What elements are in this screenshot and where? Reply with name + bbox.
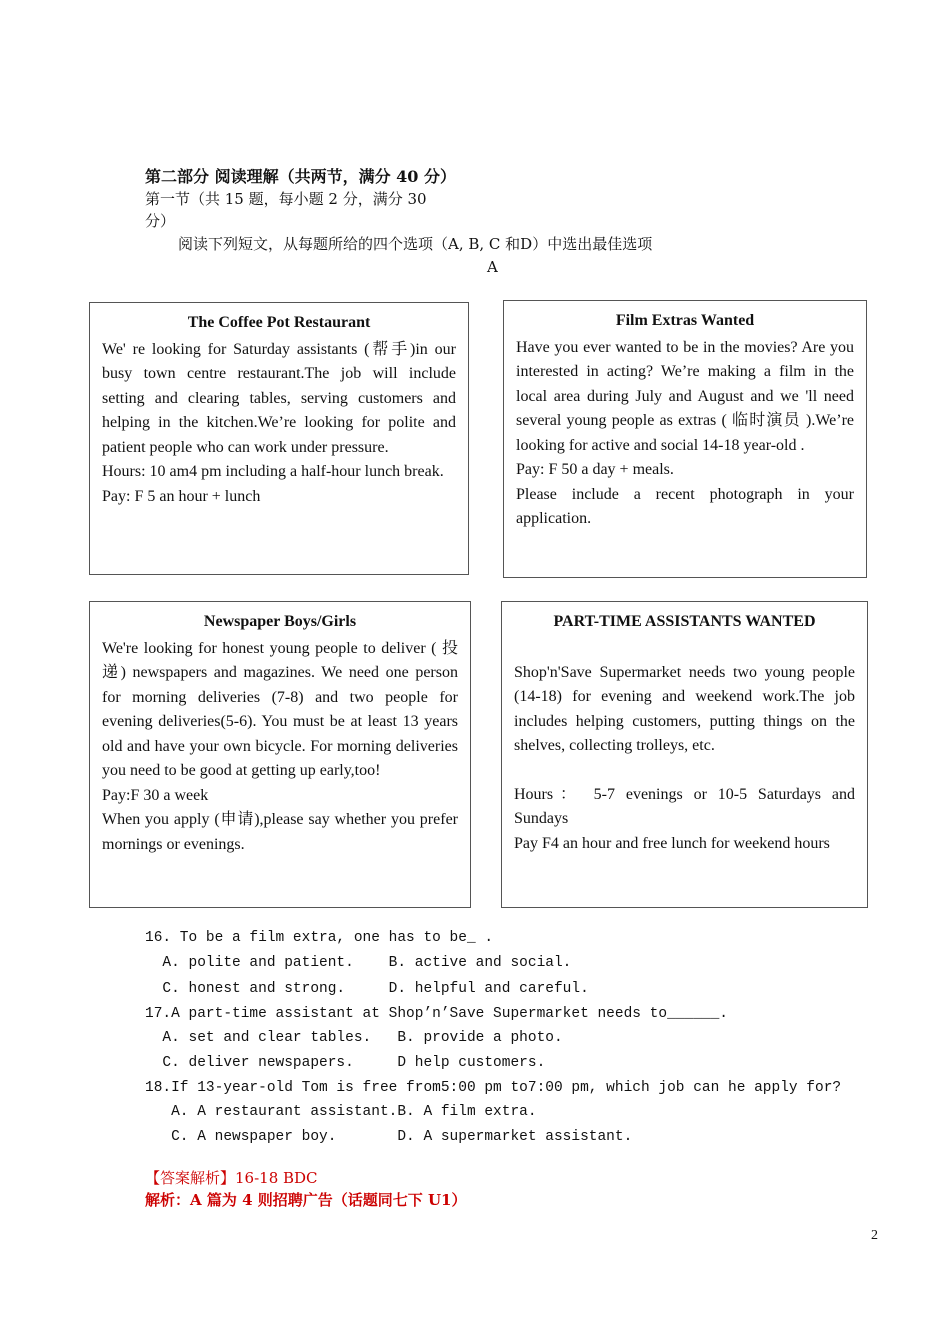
question-17-options-ab: A. set and clear tables. B. provide a photo. [145, 1030, 563, 1046]
ad-note: Please include a recent photograph in your application. [516, 485, 854, 527]
ad-pay: Pay: F 5 an hour + lunch [102, 487, 261, 505]
ad-film-extras [503, 300, 867, 578]
ad-hours: Hours: 10 am4 pm including a half-hour lunch break. [102, 463, 444, 480]
ad-body: We' re looking for Saturday assistants (帮手)in our busy town centre restaurant.The job will include setting and clearing tables, serving customers and helping in the kitchen.We’re looking for polite and patient people who can work under pressure. [102, 340, 456, 456]
ad-supermarket [501, 601, 868, 908]
ad-title: The Coffee Pot Restaurant [187, 314, 371, 331]
ad-title: Film Extras Wanted [615, 312, 755, 329]
section-title: 第二部分 阅读理解（共两节，满分 40 分） [145, 167, 456, 186]
ad-pay: Pay: F 50 a day + meals. [516, 461, 674, 478]
question-18-options-ab: A. A restaurant assistant.B. A film extra. [145, 1104, 537, 1120]
subsection-line-2: 分） [145, 212, 176, 230]
question-16-options-ab: A. polite and patient. B. active and social. [145, 955, 572, 971]
ad-body: Shop'n'Save Supermarket needs two young people (14-18) for evening and weekend work.The job includes helping customers, putting things on the shelves, collecting trolleys, etc. [514, 663, 855, 754]
question-18: 18.If 13-year-old Tom is free from5:00 pm to7:00 pm, which job can he apply for? [145, 1080, 842, 1096]
ad-coffee-pot [89, 302, 469, 575]
question-16-options-cd: C. honest and strong. D. helpful and careful. [145, 981, 589, 997]
answer-analysis: 解析：A 篇为 4 则招聘广告（话题同七下 U1） [145, 1191, 467, 1209]
passage-label: A [487, 258, 498, 276]
ad-newspaper [89, 601, 471, 908]
question-18-options-cd: C. A newspaper boy. D. A supermarket assistant. [145, 1129, 633, 1145]
page-number: 2 [871, 1228, 878, 1243]
ad-pay: Pay:F 30 a week [102, 786, 209, 804]
ad-title: PART-TIME ASSISTANTS WANTED [553, 613, 816, 630]
question-17-options-cd: C. deliver newspapers. D help customers. [145, 1055, 546, 1071]
ad-body: Have you ever wanted to be in the movies? Are you interested in acting? We’re making a film in the local area during July and August and we 'll need several young people as extras ( 临时演员 ).We’re looking for active and social 14-18 year-old . [516, 338, 854, 454]
question-16: 16. To be a film extra, one has to be_ . [145, 930, 494, 946]
ad-hours: Hours： 5-7 evenings or 10-5 Saturdays and Sundays [514, 785, 855, 827]
ad-pay: Pay F4 an hour and free lunch for weekend hours [514, 834, 830, 852]
ad-note: When you apply (申请),please say whether you prefer mornings or evenings. [102, 811, 458, 853]
answer-key: 【答案解析】16-18 BDC [145, 1169, 318, 1187]
subsection-line-1: 第一节（共 15 题，每小题 2 分，满分 30 [145, 190, 427, 208]
ad-body: We're looking for honest young people to deliver ( 投递) newspapers and magazines. We need one person for morning deliveries (7-8) and two people for evening deliveries(5-6). You must be at least 13 years old and have your own bicycle. For morning deliveries you need to be good at getting up early,too! [102, 639, 458, 779]
instruction: 阅读下列短文，从每题所给的四个选项（A, B, C 和D）中选出最佳选项 [178, 235, 653, 253]
ad-title: Newspaper Boys/Girls [203, 613, 357, 630]
question-17: 17.A part-time assistant at Shop’n’Save Supermarket needs to______. [145, 1006, 728, 1022]
